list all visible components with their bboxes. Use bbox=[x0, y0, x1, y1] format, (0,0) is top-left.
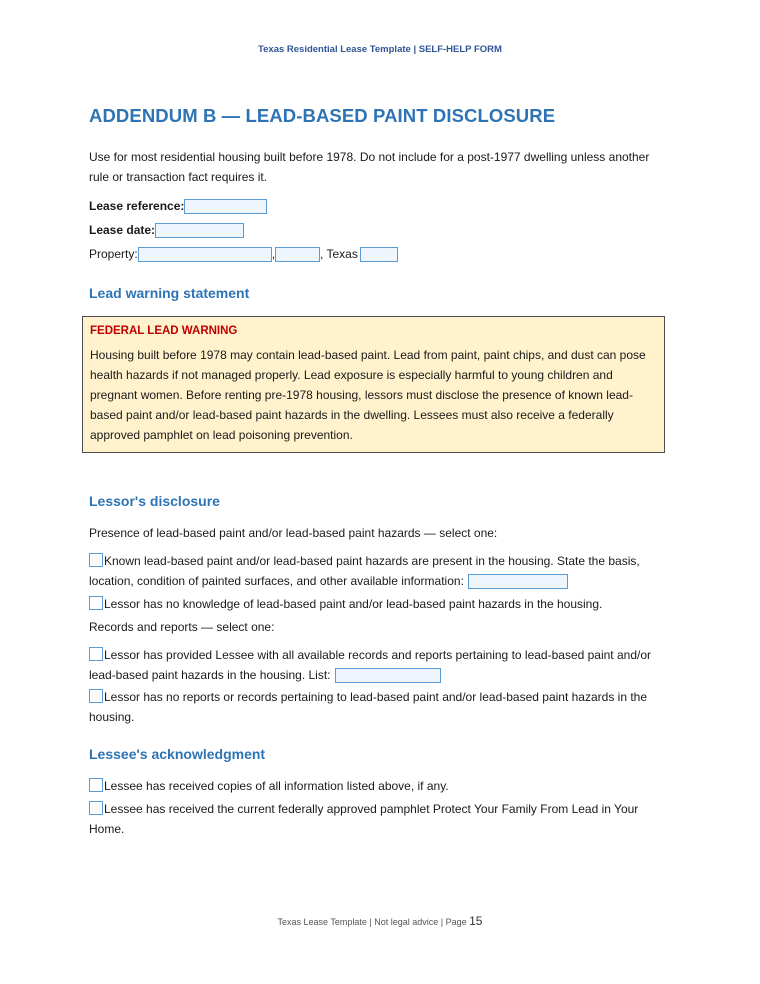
no-records-label: Lessor has no reports or records pertaining to lead-based paint and/or lead-based paint hazards in the housing. bbox=[89, 690, 648, 724]
records-list-field[interactable] bbox=[335, 668, 441, 683]
records-provided-checkbox[interactable] bbox=[89, 647, 103, 661]
lease-reference-field[interactable] bbox=[184, 199, 267, 214]
lease-reference-row bbox=[89, 197, 267, 215]
received-pamphlet-checkbox[interactable] bbox=[89, 801, 103, 815]
page-footer bbox=[0, 914, 760, 928]
no-knowledge-checkbox[interactable] bbox=[89, 596, 103, 610]
property-zip-field[interactable] bbox=[360, 247, 398, 262]
records-provided-label: Lessor has provided Lessee with all available records and reports pertaining to lead-based paint and/or lead-based paint hazards in the housing. List: bbox=[89, 648, 652, 682]
no-knowledge-label: Lessor has no knowledge of lead-based paint and/or lead-based paint hazards in the housing. bbox=[104, 597, 603, 611]
page-title: ADDENDUM B — LEAD-BASED PAINT DISCLOSURE bbox=[89, 105, 556, 126]
warning-title: FEDERAL LEAD WARNING bbox=[90, 325, 238, 337]
lease-date-label: Lease date: bbox=[89, 223, 156, 237]
known-hazards-info-field[interactable] bbox=[468, 574, 568, 589]
page-number: 15 bbox=[469, 914, 483, 928]
federal-lead-warning-box bbox=[82, 316, 665, 453]
received-copies-label: Lessee has received copies of all information listed above, if any. bbox=[104, 779, 449, 793]
lease-date-row bbox=[89, 221, 244, 239]
known-hazards-label: Known lead-based paint and/or lead-based paint hazards are present in the housing. State the basis, location, condition of painted surfaces, and other available information: bbox=[89, 554, 640, 588]
footer-text: Texas Lease Template | Not legal advice | Page bbox=[277, 917, 470, 927]
lease-reference-label: Lease reference: bbox=[89, 199, 185, 213]
option-known-hazards bbox=[89, 552, 669, 591]
records-prompt: Records and reports — select one: bbox=[89, 620, 275, 634]
lease-date-field[interactable] bbox=[155, 223, 244, 238]
presence-prompt: Presence of lead-based paint and/or lead-based paint hazards — select one: bbox=[89, 526, 498, 540]
option-no-records bbox=[89, 688, 669, 727]
property-label: Property: bbox=[89, 247, 138, 261]
property-address-field[interactable] bbox=[138, 247, 272, 262]
option-no-knowledge bbox=[89, 595, 669, 615]
intro-text: Use for most residential housing built before 1978. Do not include for a post-1977 dwelling unless another rule or transaction fact requires it. bbox=[89, 150, 650, 184]
property-row bbox=[89, 245, 398, 263]
property-city-field[interactable] bbox=[275, 247, 320, 262]
warning-body: Housing built before 1978 may contain lead-based paint. Lead from paint, paint chips, and dust can pose health hazards if not managed properly. Lead exposure is especially harmful to young children and pregnant women. Before renting pre-1978 housing, lessors must disclose the presence of known lead-based paint and/or lead-based paint hazards in the dwelling. Lessees must also receive a federally approved pamphlet on lead poisoning prevention. bbox=[90, 348, 646, 442]
known-hazards-checkbox[interactable] bbox=[89, 553, 103, 567]
option-records-provided bbox=[89, 646, 669, 685]
received-copies-checkbox[interactable] bbox=[89, 778, 103, 792]
option-received-pamphlet bbox=[89, 800, 669, 839]
page-header: Texas Residential Lease Template | SELF-HELP FORM bbox=[258, 44, 502, 55]
received-pamphlet-label: Lessee has received the current federally approved pamphlet Protect Your Family From Lead in Your Home. bbox=[89, 802, 639, 836]
option-received-copies bbox=[89, 777, 669, 797]
lead-warning-heading: Lead warning statement bbox=[89, 285, 250, 301]
no-records-checkbox[interactable] bbox=[89, 689, 103, 703]
lessor-disclosure-heading: Lessor's disclosure bbox=[89, 493, 220, 509]
property-comma: , bbox=[271, 247, 276, 261]
property-state-label: , Texas bbox=[320, 247, 358, 261]
lessee-acknowledgment-heading: Lessee's acknowledgment bbox=[89, 746, 266, 762]
